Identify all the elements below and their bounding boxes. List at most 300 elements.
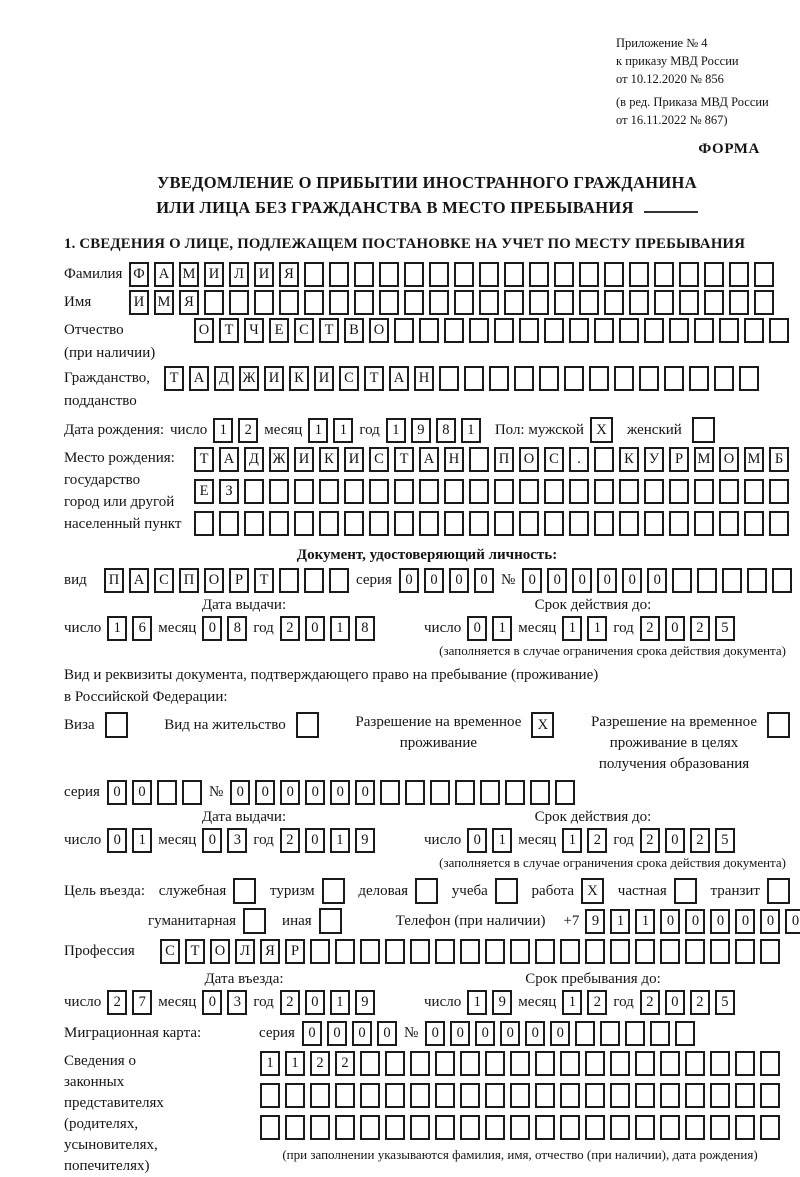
form-cell[interactable]: 8 [436, 418, 456, 443]
form-cell[interactable]: О [194, 318, 214, 343]
form-cell[interactable] [385, 1083, 405, 1108]
form-cell[interactable]: М [694, 447, 714, 472]
form-cell[interactable] [535, 1083, 555, 1108]
form-cell[interactable] [769, 318, 789, 343]
form-cell[interactable]: 1 [635, 909, 655, 934]
form-cell[interactable] [489, 366, 509, 391]
form-cell[interactable] [254, 290, 274, 315]
form-cell[interactable] [410, 1115, 430, 1140]
form-cell[interactable] [329, 290, 349, 315]
form-cell[interactable] [694, 318, 714, 343]
form-cell[interactable]: Р [229, 568, 249, 593]
form-cell[interactable]: К [289, 366, 309, 391]
form-cell[interactable]: 1 [587, 616, 607, 641]
form-cell[interactable]: 0 [710, 909, 730, 934]
form-cell[interactable]: 1 [610, 909, 630, 934]
residence-permit-checkbox[interactable] [296, 712, 319, 738]
form-cell[interactable] [744, 318, 764, 343]
form-cell[interactable]: 1 [132, 828, 152, 853]
form-cell[interactable]: В [344, 318, 364, 343]
form-cell[interactable]: 0 [622, 568, 642, 593]
form-cell[interactable] [619, 479, 639, 504]
form-cell[interactable]: 0 [107, 828, 127, 853]
form-cell[interactable] [535, 1051, 555, 1076]
form-cell[interactable] [505, 780, 525, 805]
form-cell[interactable]: 0 [735, 909, 755, 934]
form-cell[interactable] [679, 262, 699, 287]
form-cell[interactable] [660, 1051, 680, 1076]
form-cell[interactable] [729, 290, 749, 315]
form-cell[interactable] [575, 1021, 595, 1046]
form-cell[interactable] [760, 939, 780, 964]
form-cell[interactable]: 0 [202, 616, 222, 641]
form-cell[interactable]: 0 [305, 616, 325, 641]
form-cell[interactable]: 2 [335, 1051, 355, 1076]
form-cell[interactable] [679, 290, 699, 315]
form-cell[interactable] [294, 479, 314, 504]
form-cell[interactable] [535, 939, 555, 964]
form-cell[interactable] [460, 939, 480, 964]
form-cell[interactable]: И [344, 447, 364, 472]
form-cell[interactable]: П [179, 568, 199, 593]
form-cell[interactable] [494, 318, 514, 343]
form-cell[interactable] [444, 318, 464, 343]
form-cell[interactable] [589, 366, 609, 391]
form-cell[interactable]: О [204, 568, 224, 593]
form-cell[interactable]: 1 [562, 828, 582, 853]
form-cell[interactable] [635, 1083, 655, 1108]
form-cell[interactable] [464, 366, 484, 391]
form-cell[interactable] [544, 479, 564, 504]
form-cell[interactable]: К [319, 447, 339, 472]
form-cell[interactable]: 0 [449, 568, 469, 593]
form-cell[interactable] [585, 1115, 605, 1140]
form-cell[interactable] [444, 511, 464, 536]
form-cell[interactable] [519, 511, 539, 536]
form-cell[interactable] [510, 939, 530, 964]
form-cell[interactable] [604, 262, 624, 287]
form-cell[interactable] [360, 939, 380, 964]
form-cell[interactable]: И [314, 366, 334, 391]
form-cell[interactable] [244, 479, 264, 504]
form-cell[interactable] [435, 939, 455, 964]
form-cell[interactable] [644, 479, 664, 504]
form-cell[interactable] [514, 366, 534, 391]
form-cell[interactable]: 0 [660, 909, 680, 934]
form-cell[interactable] [685, 939, 705, 964]
form-cell[interactable] [635, 1051, 655, 1076]
form-cell[interactable] [585, 1051, 605, 1076]
form-cell[interactable] [722, 568, 742, 593]
form-cell[interactable] [519, 479, 539, 504]
form-cell[interactable] [569, 511, 589, 536]
form-cell[interactable] [610, 1051, 630, 1076]
form-cell[interactable]: Ф [129, 262, 149, 287]
form-cell[interactable] [704, 262, 724, 287]
form-cell[interactable] [735, 1083, 755, 1108]
humanitarian-checkbox[interactable] [243, 908, 266, 934]
male-checkbox[interactable]: X [590, 417, 613, 443]
form-cell[interactable]: Л [235, 939, 255, 964]
form-cell[interactable] [675, 1021, 695, 1046]
form-cell[interactable] [614, 366, 634, 391]
form-cell[interactable] [244, 511, 264, 536]
form-cell[interactable] [480, 780, 500, 805]
form-cell[interactable]: 0 [785, 909, 800, 934]
form-cell[interactable] [704, 290, 724, 315]
form-cell[interactable] [494, 479, 514, 504]
form-cell[interactable] [672, 568, 692, 593]
form-cell[interactable] [435, 1115, 455, 1140]
form-cell[interactable] [485, 1083, 505, 1108]
form-cell[interactable]: 0 [305, 780, 325, 805]
form-cell[interactable]: 2 [690, 828, 710, 853]
form-cell[interactable] [685, 1051, 705, 1076]
form-cell[interactable] [439, 366, 459, 391]
form-cell[interactable] [354, 290, 374, 315]
form-cell[interactable]: 0 [230, 780, 250, 805]
form-cell[interactable] [479, 290, 499, 315]
form-cell[interactable]: 2 [587, 990, 607, 1015]
form-cell[interactable]: 9 [411, 418, 431, 443]
form-cell[interactable] [644, 318, 664, 343]
form-cell[interactable]: Т [194, 447, 214, 472]
form-cell[interactable] [494, 511, 514, 536]
form-cell[interactable] [469, 479, 489, 504]
form-cell[interactable]: . [569, 447, 589, 472]
form-cell[interactable] [485, 1115, 505, 1140]
form-cell[interactable] [385, 1115, 405, 1140]
form-cell[interactable] [710, 1115, 730, 1140]
form-cell[interactable] [319, 511, 339, 536]
form-cell[interactable]: 1 [330, 828, 350, 853]
form-cell[interactable]: П [104, 568, 124, 593]
form-cell[interactable]: 0 [467, 828, 487, 853]
form-cell[interactable] [219, 511, 239, 536]
form-cell[interactable] [510, 1083, 530, 1108]
form-cell[interactable] [694, 511, 714, 536]
form-cell[interactable]: 9 [585, 909, 605, 934]
form-cell[interactable]: Я [279, 262, 299, 287]
form-cell[interactable]: 1 [330, 990, 350, 1015]
form-cell[interactable]: У [644, 447, 664, 472]
form-cell[interactable] [380, 780, 400, 805]
form-cell[interactable] [419, 479, 439, 504]
form-cell[interactable]: М [154, 290, 174, 315]
form-cell[interactable] [269, 479, 289, 504]
form-cell[interactable]: З [219, 479, 239, 504]
form-cell[interactable] [260, 1115, 280, 1140]
form-cell[interactable] [660, 1115, 680, 1140]
form-cell[interactable]: Л [229, 262, 249, 287]
form-cell[interactable] [454, 262, 474, 287]
form-cell[interactable]: 9 [492, 990, 512, 1015]
form-cell[interactable] [404, 262, 424, 287]
form-cell[interactable] [697, 568, 717, 593]
form-cell[interactable]: 9 [355, 990, 375, 1015]
form-cell[interactable] [564, 366, 584, 391]
form-cell[interactable] [405, 780, 425, 805]
form-cell[interactable]: Т [394, 447, 414, 472]
form-cell[interactable]: Т [219, 318, 239, 343]
form-cell[interactable]: Е [194, 479, 214, 504]
form-cell[interactable]: Я [179, 290, 199, 315]
form-cell[interactable]: А [389, 366, 409, 391]
form-cell[interactable] [385, 939, 405, 964]
form-cell[interactable]: А [189, 366, 209, 391]
form-cell[interactable]: 2 [690, 616, 710, 641]
form-cell[interactable] [410, 1051, 430, 1076]
form-cell[interactable]: 0 [685, 909, 705, 934]
form-cell[interactable] [579, 290, 599, 315]
form-cell[interactable]: С [544, 447, 564, 472]
form-cell[interactable]: 1 [330, 616, 350, 641]
form-cell[interactable] [644, 511, 664, 536]
form-cell[interactable] [510, 1051, 530, 1076]
form-cell[interactable] [710, 939, 730, 964]
form-cell[interactable]: 2 [238, 418, 258, 443]
form-cell[interactable] [769, 511, 789, 536]
form-cell[interactable] [319, 479, 339, 504]
form-cell[interactable]: 0 [500, 1021, 520, 1046]
form-cell[interactable] [310, 939, 330, 964]
form-cell[interactable] [594, 318, 614, 343]
form-cell[interactable] [369, 511, 389, 536]
form-cell[interactable] [310, 1083, 330, 1108]
form-cell[interactable]: С [339, 366, 359, 391]
form-cell[interactable] [689, 366, 709, 391]
form-cell[interactable] [754, 262, 774, 287]
transit-checkbox[interactable] [767, 878, 790, 904]
form-cell[interactable] [710, 1051, 730, 1076]
form-cell[interactable]: С [369, 447, 389, 472]
form-cell[interactable]: 0 [525, 1021, 545, 1046]
form-cell[interactable] [469, 511, 489, 536]
form-cell[interactable]: А [219, 447, 239, 472]
form-cell[interactable]: 1 [386, 418, 406, 443]
form-cell[interactable] [560, 939, 580, 964]
form-cell[interactable] [435, 1051, 455, 1076]
form-cell[interactable]: О [210, 939, 230, 964]
form-cell[interactable]: 0 [202, 828, 222, 853]
form-cell[interactable]: 0 [424, 568, 444, 593]
form-cell[interactable]: 2 [640, 616, 660, 641]
form-cell[interactable] [385, 1051, 405, 1076]
form-cell[interactable] [344, 511, 364, 536]
form-cell[interactable] [410, 1083, 430, 1108]
form-cell[interactable] [594, 479, 614, 504]
form-cell[interactable]: М [179, 262, 199, 287]
form-cell[interactable] [229, 290, 249, 315]
form-cell[interactable]: 0 [647, 568, 667, 593]
form-cell[interactable] [772, 568, 792, 593]
form-cell[interactable] [444, 479, 464, 504]
form-cell[interactable]: 0 [330, 780, 350, 805]
form-cell[interactable] [157, 780, 177, 805]
form-cell[interactable] [619, 318, 639, 343]
form-cell[interactable]: 1 [107, 616, 127, 641]
form-cell[interactable]: И [204, 262, 224, 287]
form-cell[interactable] [369, 479, 389, 504]
form-cell[interactable]: 2 [280, 616, 300, 641]
form-cell[interactable] [344, 479, 364, 504]
form-cell[interactable]: 1 [562, 616, 582, 641]
form-cell[interactable]: Я [260, 939, 280, 964]
form-cell[interactable] [469, 318, 489, 343]
form-cell[interactable] [735, 939, 755, 964]
form-cell[interactable]: 8 [227, 616, 247, 641]
form-cell[interactable] [335, 1115, 355, 1140]
form-cell[interactable]: 0 [572, 568, 592, 593]
form-cell[interactable] [360, 1083, 380, 1108]
form-cell[interactable]: А [129, 568, 149, 593]
form-cell[interactable]: П [494, 447, 514, 472]
form-cell[interactable]: Ж [239, 366, 259, 391]
form-cell[interactable] [654, 262, 674, 287]
form-cell[interactable]: 0 [760, 909, 780, 934]
form-cell[interactable] [554, 262, 574, 287]
form-cell[interactable] [629, 290, 649, 315]
form-cell[interactable] [760, 1115, 780, 1140]
form-cell[interactable] [710, 1083, 730, 1108]
temporary-residence-checkbox[interactable]: X [531, 712, 554, 738]
form-cell[interactable]: Т [319, 318, 339, 343]
form-cell[interactable]: Р [669, 447, 689, 472]
form-cell[interactable]: 0 [550, 1021, 570, 1046]
form-cell[interactable] [329, 262, 349, 287]
form-cell[interactable] [485, 1051, 505, 1076]
form-cell[interactable] [660, 939, 680, 964]
form-cell[interactable] [625, 1021, 645, 1046]
form-cell[interactable]: А [419, 447, 439, 472]
form-cell[interactable] [469, 447, 489, 472]
form-cell[interactable]: О [519, 447, 539, 472]
form-cell[interactable] [460, 1115, 480, 1140]
form-cell[interactable]: Д [214, 366, 234, 391]
form-cell[interactable] [714, 366, 734, 391]
form-cell[interactable]: И [264, 366, 284, 391]
form-cell[interactable] [360, 1115, 380, 1140]
form-cell[interactable] [669, 511, 689, 536]
form-cell[interactable] [304, 568, 324, 593]
form-cell[interactable] [435, 1083, 455, 1108]
form-cell[interactable]: Е [269, 318, 289, 343]
form-cell[interactable] [279, 290, 299, 315]
form-cell[interactable] [719, 318, 739, 343]
form-cell[interactable] [204, 290, 224, 315]
form-cell[interactable] [555, 780, 575, 805]
form-cell[interactable]: Р [285, 939, 305, 964]
form-cell[interactable]: Т [254, 568, 274, 593]
form-cell[interactable]: 0 [399, 568, 419, 593]
form-cell[interactable]: 3 [227, 828, 247, 853]
form-cell[interactable]: 8 [355, 616, 375, 641]
form-cell[interactable]: 1 [492, 616, 512, 641]
form-cell[interactable] [744, 511, 764, 536]
form-cell[interactable]: 1 [461, 418, 481, 443]
form-cell[interactable] [519, 318, 539, 343]
form-cell[interactable]: 1 [308, 418, 328, 443]
other-checkbox[interactable] [319, 908, 342, 934]
form-cell[interactable] [635, 1115, 655, 1140]
form-cell[interactable]: 9 [355, 828, 375, 853]
form-cell[interactable] [379, 262, 399, 287]
form-cell[interactable] [694, 479, 714, 504]
form-cell[interactable] [554, 290, 574, 315]
form-cell[interactable]: Ч [244, 318, 264, 343]
form-cell[interactable]: 0 [597, 568, 617, 593]
form-cell[interactable]: 0 [107, 780, 127, 805]
form-cell[interactable] [569, 479, 589, 504]
form-cell[interactable] [754, 290, 774, 315]
form-cell[interactable] [182, 780, 202, 805]
form-cell[interactable] [335, 939, 355, 964]
form-cell[interactable]: А [154, 262, 174, 287]
form-cell[interactable] [569, 318, 589, 343]
form-cell[interactable] [304, 262, 324, 287]
form-cell[interactable] [354, 262, 374, 287]
form-cell[interactable] [739, 366, 759, 391]
form-cell[interactable]: 2 [280, 990, 300, 1015]
form-cell[interactable] [335, 1083, 355, 1108]
form-cell[interactable] [194, 511, 214, 536]
form-cell[interactable] [285, 1083, 305, 1108]
form-cell[interactable]: 2 [587, 828, 607, 853]
form-cell[interactable]: 0 [202, 990, 222, 1015]
form-cell[interactable] [735, 1051, 755, 1076]
form-cell[interactable]: 1 [562, 990, 582, 1015]
form-cell[interactable]: 0 [355, 780, 375, 805]
form-cell[interactable] [379, 290, 399, 315]
form-cell[interactable] [619, 511, 639, 536]
form-cell[interactable]: 0 [665, 616, 685, 641]
form-cell[interactable]: 2 [280, 828, 300, 853]
form-cell[interactable] [735, 1115, 755, 1140]
form-cell[interactable] [460, 1051, 480, 1076]
form-cell[interactable]: Т [164, 366, 184, 391]
form-cell[interactable]: 0 [665, 990, 685, 1015]
form-cell[interactable] [279, 568, 299, 593]
form-cell[interactable] [639, 366, 659, 391]
education-residence-checkbox[interactable] [767, 712, 790, 738]
work-checkbox[interactable]: X [581, 878, 604, 904]
form-cell[interactable]: 0 [467, 616, 487, 641]
form-cell[interactable]: 2 [310, 1051, 330, 1076]
form-cell[interactable] [430, 780, 450, 805]
form-cell[interactable]: 1 [333, 418, 353, 443]
form-cell[interactable] [600, 1021, 620, 1046]
form-cell[interactable]: 0 [475, 1021, 495, 1046]
form-cell[interactable] [650, 1021, 670, 1046]
form-cell[interactable] [304, 290, 324, 315]
form-cell[interactable]: 7 [132, 990, 152, 1015]
form-cell[interactable] [685, 1115, 705, 1140]
form-cell[interactable]: 0 [302, 1021, 322, 1046]
form-cell[interactable] [504, 290, 524, 315]
form-cell[interactable]: С [154, 568, 174, 593]
tourism-checkbox[interactable] [322, 878, 345, 904]
form-cell[interactable] [604, 290, 624, 315]
form-cell[interactable] [629, 262, 649, 287]
form-cell[interactable]: 2 [690, 990, 710, 1015]
form-cell[interactable] [729, 262, 749, 287]
form-cell[interactable]: Б [769, 447, 789, 472]
form-cell[interactable] [585, 939, 605, 964]
form-cell[interactable] [544, 318, 564, 343]
form-cell[interactable] [485, 939, 505, 964]
form-cell[interactable] [579, 262, 599, 287]
form-cell[interactable]: 2 [107, 990, 127, 1015]
